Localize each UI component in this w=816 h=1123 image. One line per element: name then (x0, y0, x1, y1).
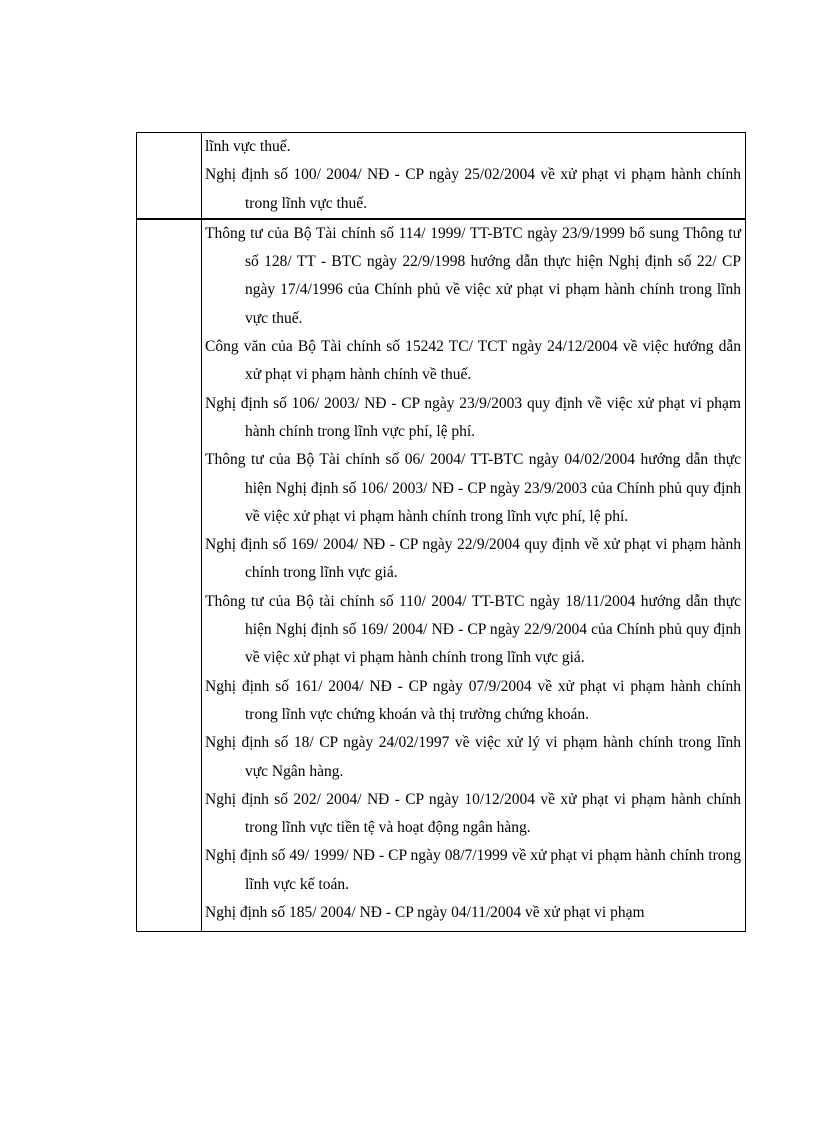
table-row (137, 133, 746, 219)
regulation-entry: Nghị định số 100/ 2004/ NĐ - CP ngày 25/02/2004 về xử phạt vi phạm hành chính trong lĩnh vực thuế. (205, 166, 741, 212)
regulation-entry: Nghị định số 169/ 2004/ NĐ - CP ngày 22/9/2004 quy định về xử phạt vi phạm hành chính trong lĩnh vực giá. (205, 536, 741, 582)
table-row (137, 219, 746, 932)
regulation-entry: Nghị định số 185/ 2004/ NĐ - CP ngày 04/11/2004 về xử phạt vi phạm (205, 904, 645, 922)
regulation-entry: Công văn của Bộ Tài chính số 15242 TC/ TCT ngày 24/12/2004 về việc hướng dẫn xử phạt vi phạm hành chính về thuế. (205, 338, 741, 384)
regulation-entry: Nghị định số 18/ CP ngày 24/02/1997 về việc xử lý vi phạm hành chính trong lĩnh vực Ngân hàng. (205, 734, 741, 780)
regulation-entry: Nghị định số 106/ 2003/ NĐ - CP ngày 23/9/2003 quy định về việc xử phạt vi phạm hành chính trong lĩnh vực phí, lệ phí. (205, 394, 741, 440)
regulation-entry: lĩnh vực thuế. (205, 138, 291, 155)
regulation-entry: Nghị định số 49/ 1999/ NĐ - CP ngày 08/7/1999 về xử phạt vi phạm hành chính trong lĩnh vực kế toán. (205, 847, 741, 893)
regulation-entry: Thông tư của Bộ tài chính số 110/ 2004/ TT-BTC ngày 18/11/2004 hướng dẫn thực hiện Nghị định số 169/ 2004/ NĐ - CP ngày 22/9/2004 của Chính phủ quy định về việc xử phạt vi phạm hành chính trong lĩnh vực giá. (205, 592, 741, 667)
regulation-entry: Nghị định số 202/ 2004/ NĐ - CP ngày 10/12/2004 về xử phạt vi phạm hành chính trong lĩnh vực tiền tệ và hoạt động ngân hàng. (205, 790, 741, 837)
empty-cell (137, 133, 202, 219)
regulation-list-cell (202, 219, 746, 932)
regulation-entry: Nghị định số 161/ 2004/ NĐ - CP ngày 07/9/2004 về xử phạt vi phạm hành chính trong lĩnh vực chứng khoán và thị trường chứng khoán. (205, 677, 741, 723)
regulation-table (136, 132, 746, 932)
regulation-entry: Thông tư của Bộ Tài chính số 06/ 2004/ TT-BTC ngày 04/02/2004 hướng dẫn thực hiện Nghị định số 106/ 2003/ NĐ - CP ngày 23/9/2003 của Chính phủ quy định về việc xử phạt vi phạm hành chính trong lĩnh vực phí, lệ phí. (205, 451, 741, 525)
regulation-list-cell (202, 133, 746, 219)
regulation-entry: Thông tư của Bộ Tài chính số 114/ 1999/ TT-BTC ngày 23/9/1999 bổ sung Thông tư số 128/ TT - BTC ngày 22/9/1998 hướng dẫn thực hiện Nghị định số 22/ CP ngày 17/4/1996 của Chính phủ về việc xử phạt vi phạm hành chính trong lĩnh vực thuế. (205, 224, 741, 327)
empty-cell (137, 219, 202, 932)
